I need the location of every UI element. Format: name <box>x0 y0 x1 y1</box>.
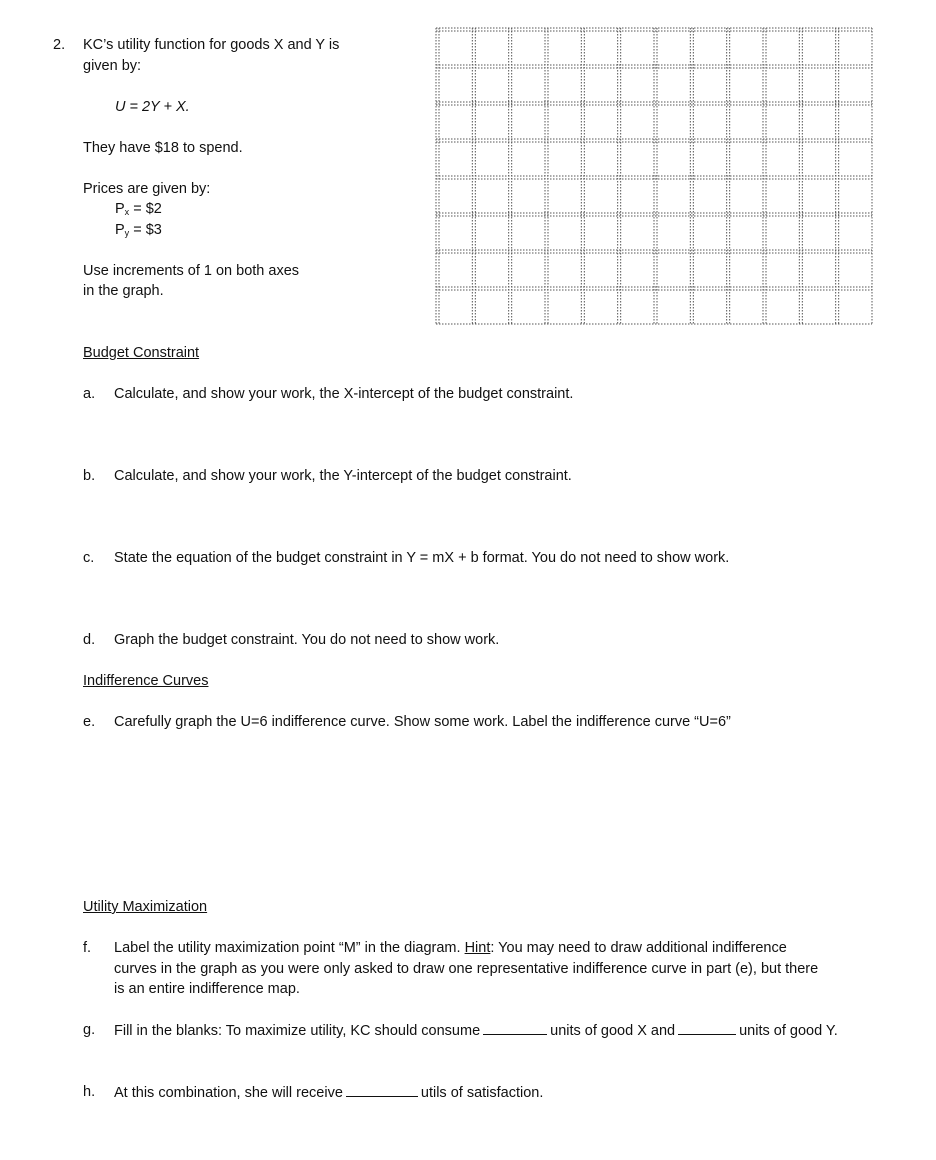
question-g-label: g. <box>83 1022 96 1038</box>
indifference-curves-heading: Indifference Curves <box>83 673 209 689</box>
question-e-text: Carefully graph the U=6 indifference curve. Show some work. Label the indifference curve “U=6” <box>114 714 731 730</box>
question-c-label: c. <box>83 550 95 566</box>
blank-utils[interactable] <box>346 1082 418 1097</box>
increments-line-2: in the graph. <box>83 283 164 299</box>
price-y: $P_y$ = $3 <box>115 222 162 238</box>
question-d-text: Graph the budget constraint. You do not need to show work. <box>114 632 500 648</box>
prices-heading: Prices are given by: <box>83 181 211 197</box>
question-h-text: At this combination, she will receive utils of satisfaction. <box>114 1082 543 1103</box>
increments-line-1: Use increments of 1 on both axes <box>83 263 300 279</box>
graph-grid[interactable] <box>435 27 873 325</box>
question-d-label: d. <box>83 632 96 648</box>
intro-line-1: KC’s utility function for goods X and Y is <box>83 37 340 53</box>
question-a-text: Calculate, and show your work, the X-intercept of the budget constraint. <box>114 386 574 402</box>
question-g-text: Fill in the blanks: To maximize utility, KC should consume units of good X and units of good Y. <box>114 1020 838 1041</box>
problem-number: 2. <box>53 37 66 53</box>
question-b-label: b. <box>83 468 96 484</box>
question-f-label: f. <box>83 940 92 956</box>
question-c-text: State the equation of the budget constraint in Y = mX + b format. You do not need to show work. <box>114 550 730 566</box>
utility-equation: U = 2Y + X. <box>115 99 190 115</box>
blank-units-x[interactable] <box>483 1020 547 1035</box>
question-a-label: a. <box>83 386 96 402</box>
utility-maximization-heading: Utility Maximization <box>83 899 208 915</box>
blank-units-y[interactable] <box>678 1020 736 1035</box>
intro-line-2: given by: <box>83 58 142 74</box>
price-x: $P_x$ = $2 <box>115 201 162 217</box>
hint-label: Hint <box>464 940 491 956</box>
question-f-line-3: is an entire indifference map. <box>114 981 300 997</box>
budget-constraint-heading: Budget Constraint <box>83 345 200 361</box>
question-f-line-2: curves in the graph as you were only asked to draw one representative indifference curve in part (e), but there <box>114 961 819 977</box>
question-e-label: e. <box>83 714 96 730</box>
question-f-line-1: Label the utility maximization point “M” in the diagram. Hint: You may need to draw additional indifference <box>114 940 787 956</box>
budget-text: They have $18 to spend. <box>83 140 243 156</box>
question-h-label: h. <box>83 1084 96 1100</box>
question-b-text: Calculate, and show your work, the Y-intercept of the budget constraint. <box>114 468 572 484</box>
